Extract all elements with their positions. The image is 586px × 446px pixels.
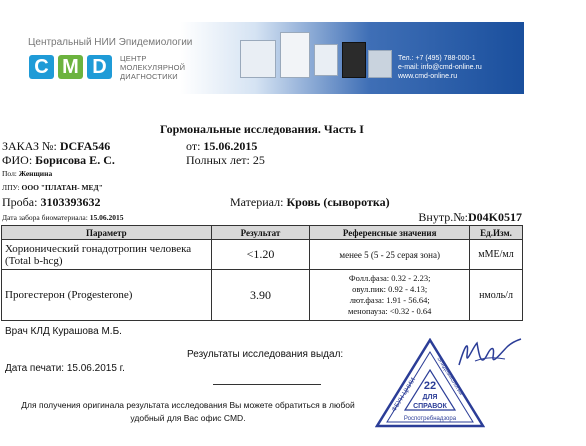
order-line: [2, 139, 110, 154]
age-label: Полных лет:: [186, 153, 250, 167]
logo-letter: M: [58, 55, 83, 79]
table-header-row: [2, 226, 523, 240]
column-header: Референсные значения: [310, 226, 470, 240]
reference-line: лют.фаза: 1.91 - 56.64;: [349, 295, 430, 305]
reference-line: Фолл.фаза: 0.32 - 2.23;: [348, 273, 431, 283]
reference-cell: [310, 270, 470, 321]
column-header: Ед.Изм.: [470, 226, 523, 240]
internal-number-line: [418, 210, 522, 225]
unit-cell: мМЕ/мл: [470, 240, 523, 270]
patient-age: 25: [252, 153, 265, 167]
order-label: ЗАКАЗ №:: [2, 139, 57, 153]
lab-equipment-image: [240, 40, 276, 78]
report-title: Гормональные исследования. Часть I: [160, 122, 364, 136]
signature-line: [213, 384, 321, 385]
sample-label: Проба:: [2, 195, 38, 209]
collect-date-line: [2, 213, 123, 222]
print-date-line: [5, 363, 125, 374]
results-table: [1, 225, 523, 321]
lab-equipment-image: [368, 50, 392, 78]
stamp-line1: ДЛЯ: [422, 394, 438, 401]
sex-line: [2, 169, 52, 178]
doctor-name: Врач КЛД Курашова М.Б.: [5, 326, 122, 337]
sample-number: 3103393632: [40, 195, 101, 209]
lab-equipment-image: [342, 42, 366, 78]
stamp-left-text: ФБУН ЦНИИ: [390, 376, 418, 414]
material-label: Материал:: [230, 195, 284, 209]
fio-label: ФИО:: [2, 153, 33, 167]
unit-cell: нмоль/л: [470, 270, 523, 321]
sex-label: Пол:: [2, 169, 17, 178]
internal-label: Внутр.№:: [418, 210, 468, 224]
column-header: Результат: [211, 226, 310, 240]
collect-date: 15.06.2015: [89, 213, 124, 222]
logo-letter: C: [29, 55, 54, 79]
order-date: 15.06.2015: [203, 139, 258, 153]
footer-note: Для получения оригинала результата исследования Вы можете обратиться в любой удобный для Вас офис CMD.: [21, 400, 355, 423]
age-line: [186, 153, 265, 168]
material-value: Кровь (сыворотка): [286, 195, 390, 209]
fio-line: [2, 153, 115, 168]
table-row: [2, 270, 523, 321]
issued-by-label: Результаты исследования выдал:: [187, 349, 344, 360]
logo-letter: D: [87, 55, 112, 79]
table-row: [2, 240, 523, 270]
material-line: [230, 195, 390, 210]
institute-name: Центральный НИИ Эпидемиологии: [28, 37, 193, 48]
order-date-line: [186, 139, 257, 154]
reference-cell: менее 5 (5 - 25 серая зона): [310, 240, 470, 270]
internal-number: D04K0517: [468, 210, 522, 224]
reference-line: овул.пик: 0.92 - 4.13;: [352, 284, 428, 294]
contacts: Тел.: +7 (495) 788-000-1 e-mail: info@cmd-online.ru www.cmd-online.ru: [398, 55, 482, 80]
order-number: DCFA546: [59, 139, 111, 153]
lab-equipment-image: [314, 44, 338, 76]
stamp-line2: СПРАВОК: [413, 403, 447, 410]
collect-date-label: Дата забора биоматериала:: [2, 213, 88, 222]
lpu-line: [2, 183, 103, 192]
result-cell: 3.90: [211, 270, 310, 321]
patient-name: Борисова Е. С.: [35, 153, 115, 167]
print-date: 15.06.2015 г.: [66, 363, 125, 374]
signature-image: [455, 335, 525, 375]
sample-line: [2, 195, 100, 210]
stamp-right-text: Эпидемиологии: [435, 355, 464, 397]
stamp-number: 22: [423, 380, 437, 392]
order-date-label: от:: [186, 139, 201, 153]
result-cell: <1.20: [211, 240, 310, 270]
stamp-bottom-text: Роспотребнадзора: [403, 416, 457, 422]
column-header: Параметр: [2, 226, 212, 240]
parameter-cell: Прогестерон (Progesterone): [2, 270, 212, 321]
reference-line: менопауза: <0.32 - 0.64: [348, 306, 432, 316]
lab-equipment-image: [280, 32, 310, 78]
patient-sex: Женщина: [18, 169, 53, 178]
lpu-name: ООО "ПЛАТАН- МЕД": [21, 183, 103, 192]
lpu-label: ЛПУ:: [2, 183, 20, 192]
parameter-cell: Хорионический гонадотропин человека (Total b-hcg): [2, 240, 212, 270]
logo-subtitle: ЦЕНТР МОЛЕКУЛЯРНОЙ ДИАГНОСТИКИ: [120, 54, 186, 81]
print-date-label: Дата печати:: [5, 363, 65, 374]
